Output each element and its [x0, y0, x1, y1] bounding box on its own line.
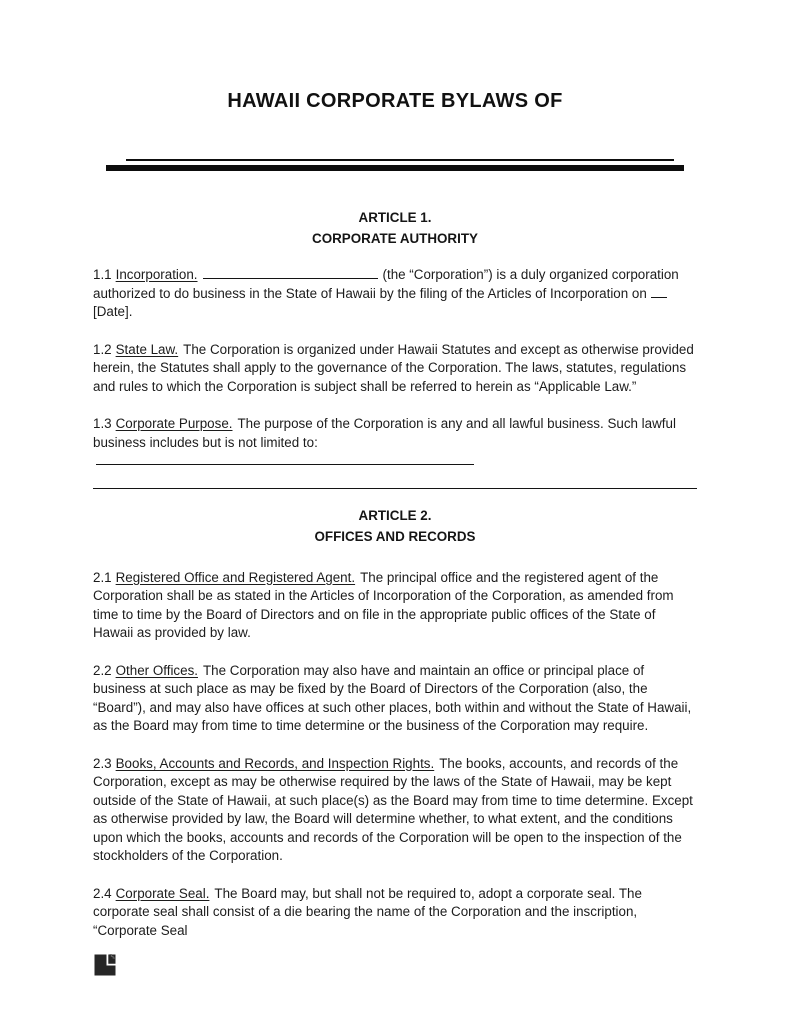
- section-2-2: [93, 662, 697, 736]
- section-2-1-number: 2.1: [93, 569, 112, 585]
- section-2-2-number: 2.2: [93, 662, 112, 678]
- corporate-purpose-blank: [96, 454, 474, 465]
- corporate-purpose-blank-line-2: [93, 471, 697, 489]
- article-1-title: CORPORATE AUTHORITY: [312, 231, 478, 246]
- section-1-2-text: The Corporation is organized under Hawaii Statutes and except as otherwise provided herein, the Statutes shall apply to the governance of the Corporation. The laws, statutes, regulations and rules to which the Corporation is subject shall be referred to herein as “Applicable Law.”: [93, 341, 694, 394]
- article-2-number: ARTICLE 2.: [358, 507, 432, 523]
- section-2-1: [93, 569, 697, 643]
- section-1-2-label: State Law.: [115, 341, 179, 357]
- section-1-3-text: The purpose of the Corporation is any and all lawful business. Such lawful business includes but is not limited to:: [93, 416, 676, 450]
- section-2-3-text: The books, accounts, and records of the Corporation, except as may be otherwise required by the laws of the State of Hawaii, may be kept outside of the State of Hawaii, at such place(s) as the Board may from time to time determine. Except as otherwise provided by law, the Board will determine whether, to what extent, and the conditions upon which the books, accounts and records of the Corporation will be open to the inspection of the stockholders of the Corporation.: [93, 755, 693, 863]
- section-2-2-text: The Corporation may also have and maintain an office or principal place of business at such place as may be fixed by the Board of Directors of the Corporation (also, the “Board”), and may also have offices at such other places, both within and without the State of Hawaii, as the Board may from time to time determine or the business of the Corporation may require.: [93, 662, 692, 733]
- section-1-2: [93, 341, 697, 397]
- section-1-1-label: Incorporation.: [115, 267, 198, 282]
- section-1-3-label: Corporate Purpose.: [115, 416, 233, 431]
- document-content: [93, 0, 697, 940]
- article-1-heading: [93, 207, 697, 249]
- section-1-3-number: 1.3: [93, 416, 112, 431]
- section-2-3-label: Books, Accounts and Records, and Inspection Rights.: [115, 755, 435, 771]
- section-1-2-number: 1.2: [93, 341, 112, 357]
- section-2-4-number: 2.4: [93, 885, 112, 901]
- section-2-3: [93, 755, 697, 866]
- company-name-blank-line: [126, 159, 674, 161]
- section-1-3: [93, 415, 697, 471]
- section-2-1-text: The principal office and the registered agent of the Corporation shall be as stated in the Articles of Incorporation of the Corporation, as amended from time to time by the Board of Directors and on file in the appropriate public offices of the State of Hawaii as provided by law.: [93, 569, 674, 640]
- section-2-1-label: Registered Office and Registered Agent.: [115, 569, 356, 585]
- section-2-3-number: 2.3: [93, 755, 112, 771]
- section-2-2-label: Other Offices.: [115, 662, 198, 678]
- title-rule-group: [93, 159, 697, 171]
- corporation-name-blank: [203, 268, 378, 279]
- section-2-4-label: Corporate Seal.: [115, 885, 210, 901]
- document-title: HAWAII CORPORATE BYLAWS OF: [227, 90, 563, 112]
- legaltemplates-logo-icon: [94, 954, 117, 977]
- section-1-1-text: (the “Corporation”) is a duly organized corporation authorized to do business in the State of Hawaii by the filing of the Articles of Incorporation on: [93, 267, 679, 301]
- section-2-4-text: The Board may, but shall not be required to, adopt a corporate seal. The corporate seal shall consist of a die bearing the name of the Corporation and the inscription, “Corporate Seal: [93, 885, 642, 938]
- section-2-4: [93, 885, 697, 941]
- article-2-title: OFFICES AND RECORDS: [314, 528, 476, 544]
- section-1-1-date-placeholder: [Date].: [93, 304, 133, 319]
- section-1-1-number: 1.1: [93, 267, 112, 282]
- thick-divider-rule: [106, 165, 684, 171]
- section-1-1: [93, 266, 697, 322]
- article-2-heading: [93, 505, 697, 547]
- article-1-number: ARTICLE 1.: [358, 210, 432, 225]
- date-blank: [651, 286, 667, 297]
